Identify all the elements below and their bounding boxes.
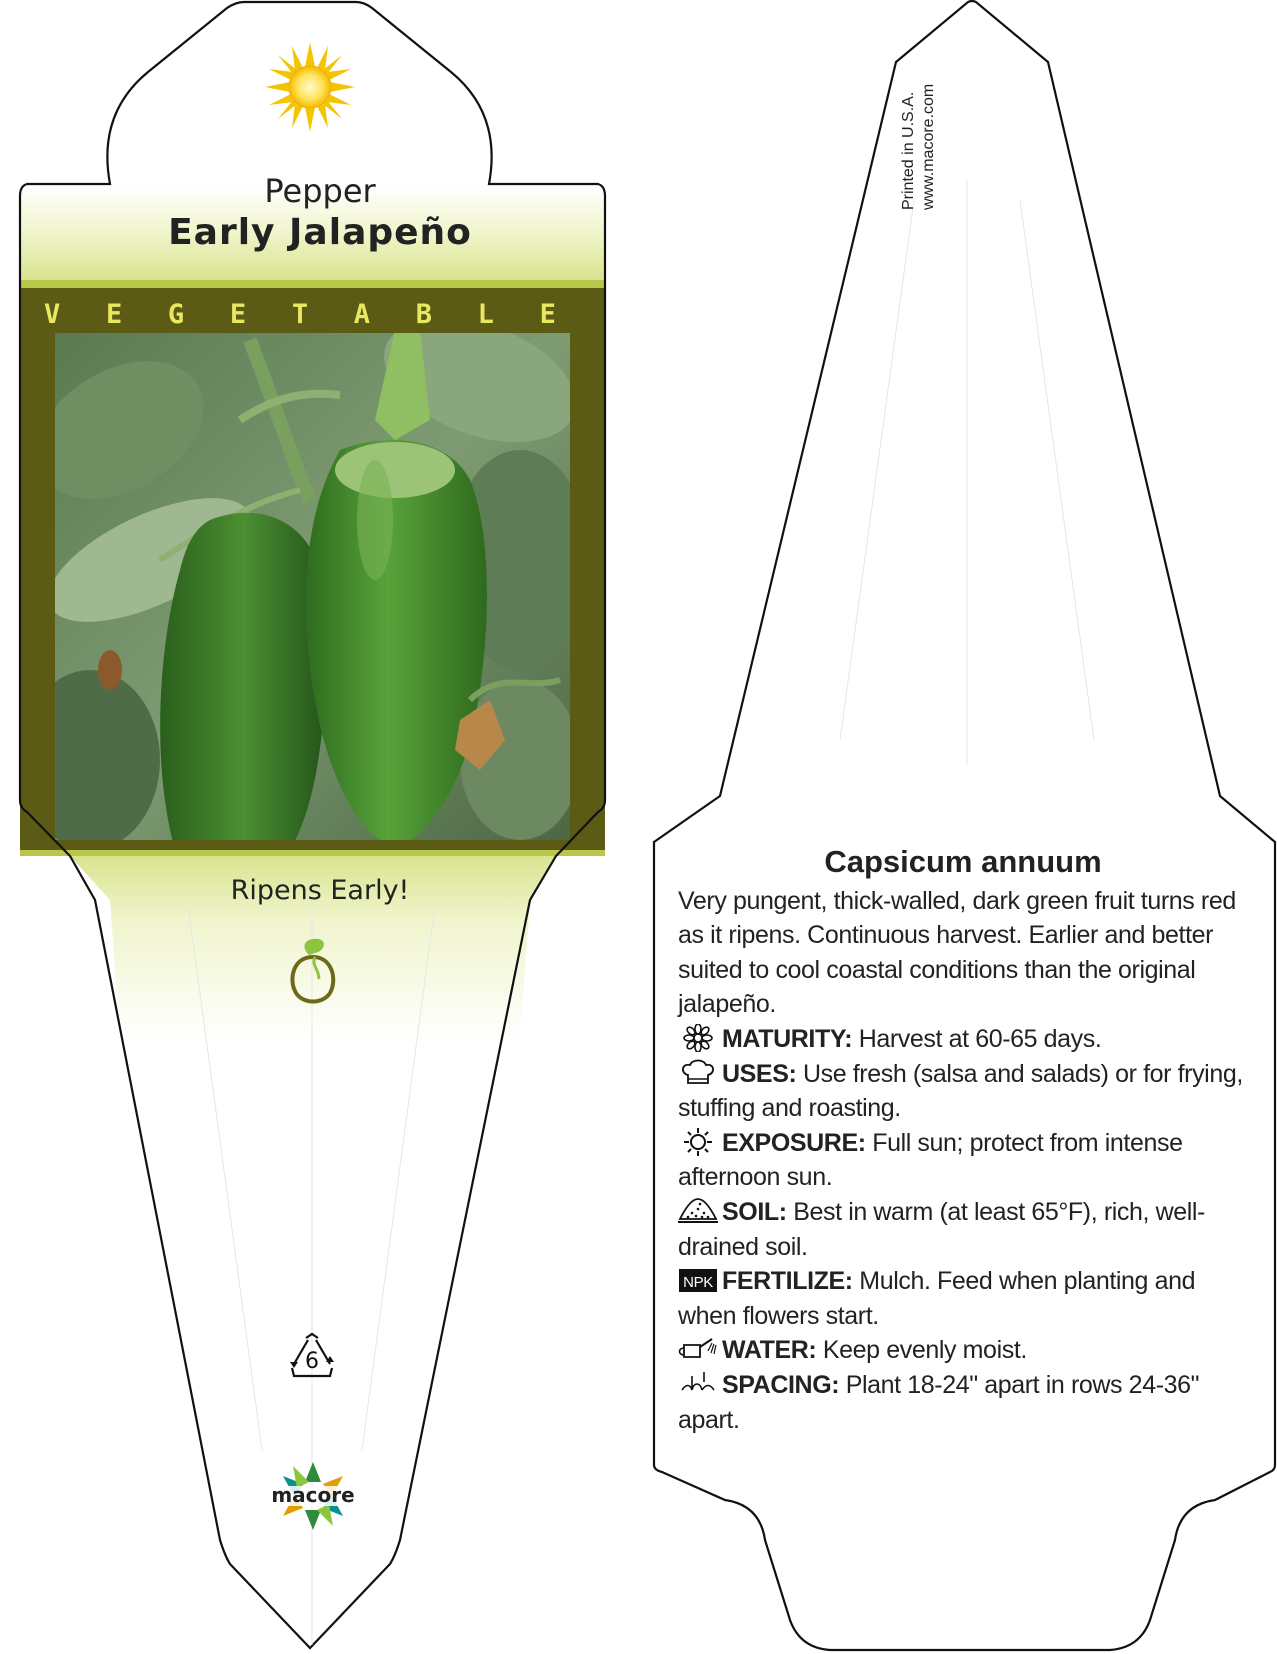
care-text: Best in warm (at least 65°F), rich, well-drained soil. (678, 1197, 1205, 1261)
variety-name: Early Jalapeño (168, 212, 472, 253)
care-label: MATURITY: (722, 1024, 853, 1053)
care-text: Use fresh (salsa and salads) or for frying, stuffing and roasting. (678, 1059, 1243, 1123)
care-item-exposure (678, 1126, 1248, 1195)
category-letter: E (229, 298, 247, 330)
category-label (20, 296, 580, 332)
description: Very pungent, thick-walled, dark green fruit turns red as it ripens. Continuous harvest. Earlier and better suited to cool coastal conditions than the original jalapeño. (678, 886, 1236, 1019)
care-item-uses (678, 1057, 1248, 1126)
brand-name: macore (271, 1483, 355, 1507)
soil-icon (678, 1197, 718, 1225)
category-letter: E (105, 298, 123, 330)
category-letter: L (477, 298, 494, 330)
flower-icon (678, 1024, 718, 1052)
tagline: Ripens Early! (230, 875, 410, 906)
botanical-name: Capsicum annuum (824, 844, 1102, 879)
care-label: USES: (722, 1059, 797, 1088)
care-text: Plant 18-24" apart in rows 24-36" apart. (678, 1370, 1200, 1434)
care-label: SPACING: (722, 1370, 840, 1399)
care-label: WATER: (722, 1336, 817, 1365)
care-text: Keep evenly moist. (822, 1336, 1027, 1365)
early-ripening-icon (285, 935, 341, 1007)
care-item-soil (678, 1195, 1248, 1264)
watering-can-icon (678, 1335, 718, 1363)
care-text: Harvest at 60-65 days. (858, 1024, 1102, 1053)
sun-outline-icon (678, 1128, 718, 1156)
category-letter: B (415, 298, 432, 330)
npk-text: NPK (683, 1274, 713, 1292)
care-label: EXPOSURE: (722, 1128, 866, 1157)
npk-icon (678, 1266, 718, 1294)
category-letter: T (291, 298, 309, 330)
category-letter: G (167, 298, 185, 330)
macore-logo (271, 1460, 355, 1532)
care-label: FERTILIZE: (722, 1267, 853, 1296)
website: www.macore.com (920, 83, 937, 210)
care-label: SOIL: (722, 1197, 787, 1226)
care-text: Mulch. Feed when planting and when flowers start. (678, 1267, 1196, 1330)
care-instructions (678, 845, 1248, 1437)
chef-hat-icon (678, 1059, 718, 1087)
common-name: Pepper (264, 172, 376, 210)
category-letter: A (353, 298, 371, 330)
recycle-number: 6 (305, 1349, 319, 1374)
printed-info (900, 40, 980, 260)
care-item-maturity (678, 1022, 1248, 1057)
printed-in: Printed in U.S.A. (900, 91, 917, 210)
sun-icon (265, 42, 355, 132)
category-letter: E (539, 298, 556, 330)
care-text: Full sun; protect from intense afternoon sun. (678, 1128, 1183, 1192)
recycle-6-icon (286, 1332, 338, 1380)
care-item-spacing (678, 1368, 1248, 1437)
spacing-icon (678, 1370, 718, 1398)
category-letter: V (44, 298, 61, 330)
care-item-fertilize (678, 1264, 1248, 1333)
care-item-water (678, 1333, 1248, 1368)
